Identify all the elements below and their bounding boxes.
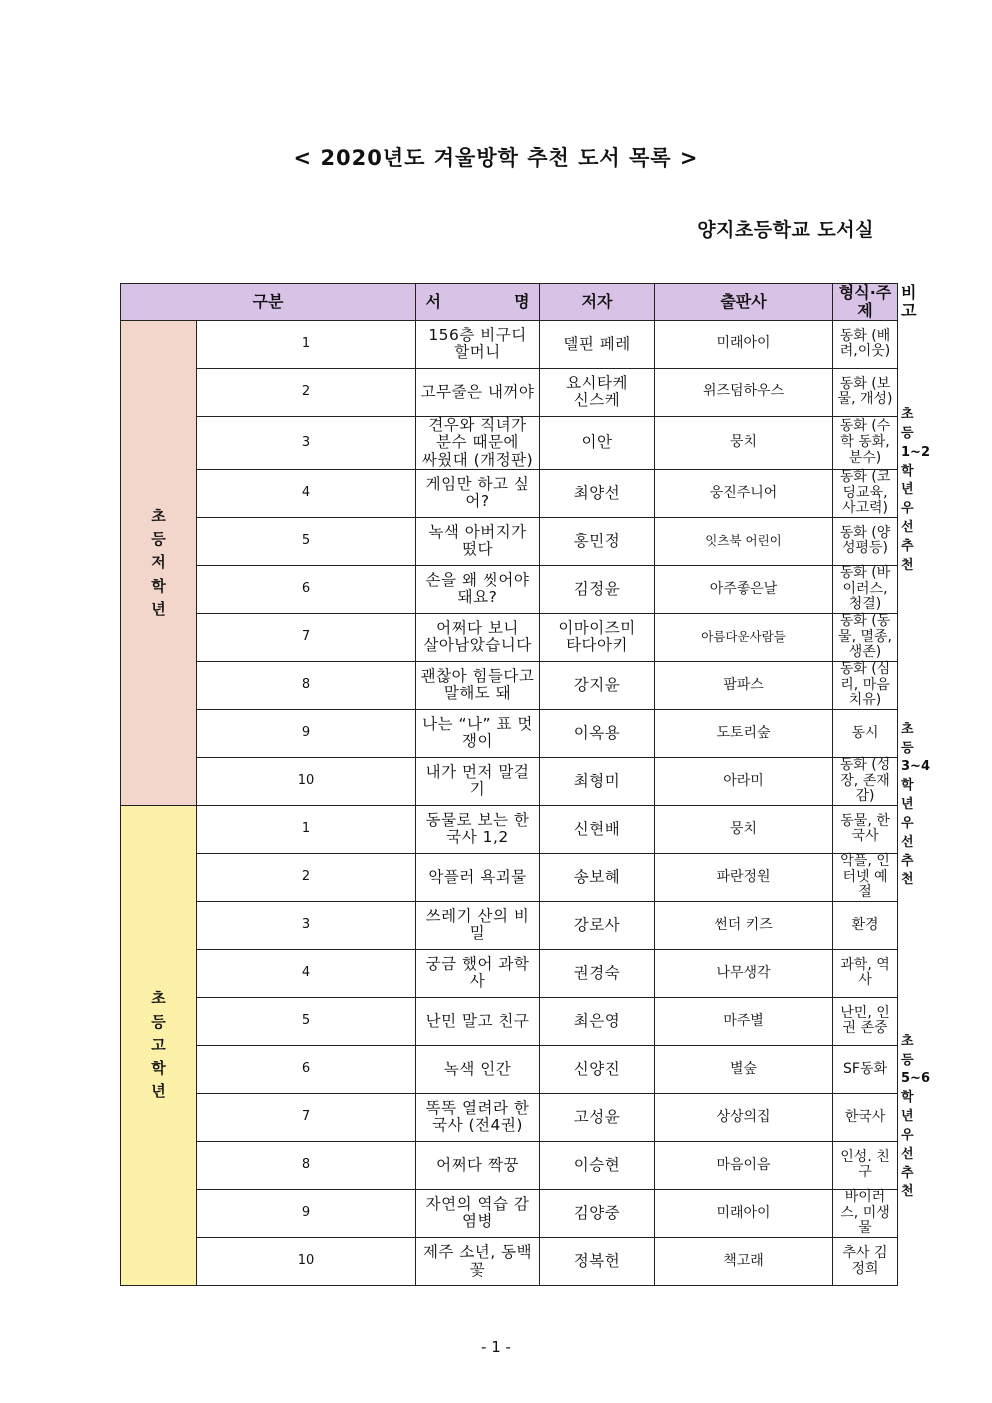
book-publisher: 잇츠북 어린이	[655, 517, 833, 565]
row-number: 4	[197, 469, 416, 517]
book-title: 동물로 보는 한국사 1,2	[416, 805, 540, 853]
book-title: 똑똑 열려라 한국사 (전4권)	[416, 1093, 540, 1141]
book-topic: 악플, 인터넷 예절	[833, 853, 898, 901]
book-publisher: 아름다운사람들	[655, 613, 833, 661]
row-number: 10	[197, 757, 416, 805]
book-author: 신현배	[540, 805, 655, 853]
group-upper-grades-line: 년	[151, 1082, 166, 1101]
table-row	[121, 368, 898, 416]
table-row	[121, 1093, 898, 1141]
book-author: 강로사	[540, 901, 655, 949]
book-publisher: 웅진주니어	[655, 469, 833, 517]
book-author: 김정윤	[540, 565, 655, 613]
book-title: 손을 왜 씻어야 돼요?	[416, 565, 540, 613]
group-lower-grades-line: 년	[151, 599, 166, 618]
book-topic: 동시	[833, 709, 898, 757]
header-title-part-b: 명	[514, 291, 530, 311]
book-title: 고무줄은 내꺼야	[416, 368, 540, 416]
book-publisher: 썬더 키즈	[655, 901, 833, 949]
book-publisher: 마음이음	[655, 1141, 833, 1189]
book-publisher: 팜파스	[655, 661, 833, 709]
table-row: 8 괜찮아 힘들다고 말해도 돼 강지윤 팜파스 동화 (심리, 마음 치유) 초등 3~4학년 우선 추천	[121, 661, 898, 709]
book-topic: 동물, 한국사	[833, 805, 898, 853]
group-upper-grades-line: 등	[151, 1012, 166, 1031]
book-publisher: 뭉치	[655, 416, 833, 469]
group-lower-grades	[121, 320, 197, 805]
book-topic: 추사 김정희	[833, 1238, 898, 1286]
book-topic: 난민, 인권 존중	[833, 997, 898, 1045]
book-title: 악플러 욕괴물	[416, 853, 540, 901]
book-publisher: 뭉치	[655, 805, 833, 853]
row-number: 5	[197, 517, 416, 565]
row-number: 4	[197, 949, 416, 997]
document-title: < 2020년도 겨울방학 추천 도서 목록 >	[293, 146, 699, 170]
book-topic: 동화 (심리, 마음 치유)	[833, 661, 898, 709]
book-topic: 동화 (수학 동화, 분수)	[833, 416, 898, 469]
table-row	[121, 901, 898, 949]
book-author: 홍민정	[540, 517, 655, 565]
row-number: 6	[197, 565, 416, 613]
book-title: 어쩌다 보니 살아남았습니다	[416, 613, 540, 661]
book-author: 김양중	[540, 1189, 655, 1237]
book-author: 고성윤	[540, 1093, 655, 1141]
table-row	[121, 1141, 898, 1189]
table-row	[121, 805, 898, 853]
book-title: 난민 말고 친구	[416, 997, 540, 1045]
table-row	[121, 997, 898, 1045]
book-publisher: 미래아이	[655, 1189, 833, 1237]
row-number: 3	[197, 901, 416, 949]
book-topic: 바이러스, 미생물	[833, 1189, 898, 1237]
book-title: 156층 비구디 할머니	[416, 320, 540, 368]
book-author: 송보혜	[540, 853, 655, 901]
book-author: 강지윤	[540, 661, 655, 709]
row-number: 8	[197, 1141, 416, 1189]
book-author: 이안	[540, 416, 655, 469]
book-publisher: 나무생각	[655, 949, 833, 997]
row-number: 2	[197, 853, 416, 901]
book-topic: 동화 (성장, 존재감)	[833, 757, 898, 805]
table-row	[121, 853, 898, 901]
book-list-table	[120, 283, 930, 1286]
header-title-part-a: 서	[425, 291, 441, 311]
book-publisher: 미래아이	[655, 320, 833, 368]
table-row	[121, 1238, 898, 1286]
book-title: 궁금 했어 과학사	[416, 949, 540, 997]
group-lower-grades-line: 학	[151, 576, 166, 595]
book-topic: 동화 (코딩교육, 사고력)	[833, 469, 898, 517]
table-row	[121, 1045, 898, 1093]
book-title: 나는 “나” 표 멋쟁이	[416, 709, 540, 757]
book-title: 제주 소년, 동백꽃	[416, 1238, 540, 1286]
row-number: 8	[197, 661, 416, 709]
book-topic: 한국사	[833, 1093, 898, 1141]
header-title	[416, 284, 540, 321]
row-number: 6	[197, 1045, 416, 1093]
group-upper-grades-line: 학	[151, 1059, 166, 1078]
header-category: 구분	[121, 284, 416, 321]
book-author: 최양선	[540, 469, 655, 517]
book-author: 권경숙	[540, 949, 655, 997]
group-upper-grades	[121, 805, 197, 1285]
row-number: 7	[197, 1093, 416, 1141]
book-topic: 동화 (양성평등)	[833, 517, 898, 565]
book-publisher: 위즈덤하우스	[655, 368, 833, 416]
book-title: 자연의 역습 감염병	[416, 1189, 540, 1237]
table-row: 초 등 저 학 년 1 156층 비구디 할머니 델핀 페레 미래아이 동화 (배려,이웃) 초등 1~2학년 우선 추천	[121, 320, 898, 368]
row-number: 9	[197, 709, 416, 757]
table-row: 4 궁금 했어 과학사 권경숙 나무생각 과학, 역사 초등 5~6학년 우선 추천	[121, 949, 898, 997]
organization-name: 양지초등학교 도서실	[697, 219, 874, 241]
book-title: 괜찮아 힘들다고 말해도 돼	[416, 661, 540, 709]
book-title: 쓰레기 산의 비밀	[416, 901, 540, 949]
book-author: 이승현	[540, 1141, 655, 1189]
row-number: 10	[197, 1238, 416, 1286]
book-publisher: 마주별	[655, 997, 833, 1045]
table-row	[121, 757, 898, 805]
book-author: 최형미	[540, 757, 655, 805]
book-topic: 동화 (동물, 멸종, 생존)	[833, 613, 898, 661]
book-author: 이옥용	[540, 709, 655, 757]
book-publisher: 파란정원	[655, 853, 833, 901]
book-topic: 동화 (보물, 개성)	[833, 368, 898, 416]
table-row	[121, 469, 898, 517]
book-publisher: 별숲	[655, 1045, 833, 1093]
book-author: 델핀 페레	[540, 320, 655, 368]
table-header-row: 구분 서 명 저자 출판사 형식·주제 비고	[121, 284, 898, 321]
book-publisher: 도토리숲	[655, 709, 833, 757]
row-number: 1	[197, 320, 416, 368]
book-topic: 동화 (배려,이웃)	[833, 320, 898, 368]
book-topic: SF동화	[833, 1045, 898, 1093]
book-author: 최은영	[540, 997, 655, 1045]
group-upper-grades-line: 고	[151, 1035, 166, 1054]
table-row	[121, 565, 898, 613]
table-row	[121, 1189, 898, 1237]
row-number: 2	[197, 368, 416, 416]
book-topic: 과학, 역사	[833, 949, 898, 997]
header-author: 저자	[540, 284, 655, 321]
group-lower-grades-line: 저	[151, 553, 166, 572]
book-publisher: 아라미	[655, 757, 833, 805]
table-row	[121, 613, 898, 661]
book-publisher: 아주좋은날	[655, 565, 833, 613]
row-number: 3	[197, 416, 416, 469]
header-publisher: 출판사	[655, 284, 833, 321]
book-title: 녹색 아버지가 떴다	[416, 517, 540, 565]
group-upper-grades-line: 초	[151, 989, 166, 1008]
book-author: 이마이즈미 타다아키	[540, 613, 655, 661]
book-publisher: 책고래	[655, 1238, 833, 1286]
book-author: 신양진	[540, 1045, 655, 1093]
row-number: 9	[197, 1189, 416, 1237]
book-author: 요시타케 신스케	[540, 368, 655, 416]
book-publisher: 상상의집	[655, 1093, 833, 1141]
group-lower-grades-line: 초	[151, 506, 166, 525]
group-lower-grades-line: 등	[151, 530, 166, 549]
book-title: 녹색 인간	[416, 1045, 540, 1093]
table-row	[121, 416, 898, 469]
table-row	[121, 517, 898, 565]
book-title: 어쩌다 짝꿍	[416, 1141, 540, 1189]
book-topic: 인성. 친구	[833, 1141, 898, 1189]
book-topic: 환경	[833, 901, 898, 949]
row-number: 5	[197, 997, 416, 1045]
book-title: 견우와 직녀가 분수 때문에 싸웠대 (개정판)	[416, 416, 540, 469]
book-title: 내가 먼저 말걸기	[416, 757, 540, 805]
page-number: - 1 -	[481, 1338, 511, 1356]
book-title: 게임만 하고 싶어?	[416, 469, 540, 517]
book-topic: 동화 (바이러스,청결)	[833, 565, 898, 613]
book-author: 정복헌	[540, 1238, 655, 1286]
header-topic: 형식·주제	[833, 284, 898, 321]
row-number: 7	[197, 613, 416, 661]
table-row	[121, 709, 898, 757]
row-number: 1	[197, 805, 416, 853]
